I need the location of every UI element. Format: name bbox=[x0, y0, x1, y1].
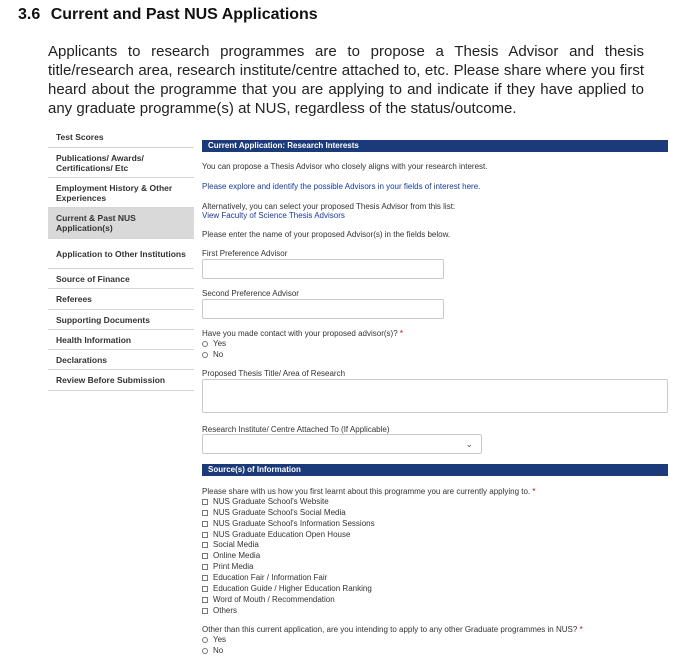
option-label: NUS Graduate Education Open House bbox=[213, 530, 351, 539]
checkbox-icon bbox=[202, 586, 208, 592]
sidebar-item-source-of-finance[interactable] bbox=[48, 269, 194, 289]
option-label: Yes bbox=[213, 635, 227, 644]
source-option-online-media[interactable] bbox=[202, 551, 260, 561]
sources-question-text: Please share with us how you first learnt about this programme you are currently applying to. bbox=[202, 487, 531, 496]
sidebar-item-publications[interactable] bbox=[48, 148, 194, 178]
other-programmes-question bbox=[202, 625, 583, 634]
option-label: NUS Graduate School's Website bbox=[213, 497, 329, 506]
research-interests-header: Current Application: Research Interests bbox=[202, 140, 668, 152]
source-option-open-house[interactable] bbox=[202, 530, 350, 540]
option-label: NUS Graduate School's Social Media bbox=[213, 508, 346, 517]
sidebar-item-label: Application to Other Institutions bbox=[56, 248, 186, 259]
sidebar-item-label: Employment History & Other Experiences bbox=[56, 182, 173, 203]
sidebar-item-other-institutions[interactable] bbox=[48, 239, 194, 269]
radio-icon bbox=[202, 352, 208, 358]
checkbox-icon bbox=[202, 564, 208, 570]
option-label: No bbox=[213, 646, 224, 655]
radio-icon bbox=[202, 648, 208, 654]
checkbox-icon bbox=[202, 597, 208, 603]
sidebar-item-declarations[interactable] bbox=[48, 350, 194, 370]
option-label: Online Media bbox=[213, 551, 261, 560]
other-programmes-question-text: Other than this current application, are you intending to apply to any other Graduate programmes in NUS? bbox=[202, 625, 578, 634]
sources-header: Source(s) of Information bbox=[202, 464, 668, 476]
source-option-others[interactable] bbox=[202, 606, 237, 616]
source-option-gs-social-media[interactable] bbox=[202, 508, 346, 518]
sidebar-item-label: Publications/ Awards/ Certifications/ Etc bbox=[56, 152, 144, 173]
thesis-title-label: Proposed Thesis Title/ Area of Research bbox=[202, 369, 346, 378]
source-option-social-media[interactable] bbox=[202, 540, 259, 550]
option-label: Word of Mouth / Recommendation bbox=[213, 595, 335, 604]
required-mark: * bbox=[399, 329, 404, 338]
advisor-intro-text: You can propose a Thesis Advisor who closely aligns with your research interest. bbox=[202, 162, 488, 171]
sidebar-nav bbox=[48, 132, 194, 391]
thesis-title-textarea[interactable] bbox=[202, 379, 668, 413]
second-advisor-input[interactable] bbox=[202, 299, 444, 319]
checkbox-icon bbox=[202, 521, 208, 527]
advisor-instructions-text: Please enter the name of your proposed Advisor(s) in the fields below. bbox=[202, 230, 451, 239]
sidebar-item-label: Health Information bbox=[56, 334, 132, 345]
option-label: Yes bbox=[213, 339, 227, 348]
checkbox-icon bbox=[202, 499, 208, 505]
sidebar-item-label: Declarations bbox=[56, 354, 108, 365]
sidebar-item-employment[interactable] bbox=[48, 178, 194, 208]
sidebar-item-review[interactable] bbox=[48, 370, 194, 391]
sidebar-item-label: Referees bbox=[56, 294, 92, 304]
option-label: No bbox=[213, 350, 224, 359]
contact-option-yes[interactable] bbox=[202, 339, 226, 349]
checkbox-icon bbox=[202, 608, 208, 614]
sidebar-item-label: Review Before Submission bbox=[56, 375, 166, 385]
source-option-word-of-mouth[interactable] bbox=[202, 595, 335, 605]
sidebar-item-label: Test Scores bbox=[56, 132, 104, 142]
checkbox-icon bbox=[202, 553, 208, 559]
view-advisors-link[interactable]: View Faculty of Science Thesis Advisors bbox=[202, 211, 345, 220]
radio-icon bbox=[202, 341, 208, 347]
checkbox-icon bbox=[202, 532, 208, 538]
required-mark: * bbox=[532, 487, 536, 496]
radio-icon bbox=[202, 637, 208, 643]
option-label: Social Media bbox=[213, 540, 259, 549]
source-option-education-guide[interactable] bbox=[202, 584, 372, 594]
option-label: Education Guide / Higher Education Ranking bbox=[213, 584, 372, 593]
option-label: Education Fair / Information Fair bbox=[213, 573, 328, 582]
sidebar-item-supporting-documents[interactable] bbox=[48, 310, 194, 330]
sidebar-item-label: Source of Finance bbox=[56, 273, 130, 284]
sidebar-item-label: Supporting Documents bbox=[56, 314, 150, 325]
sources-question bbox=[202, 487, 536, 496]
option-label: Print Media bbox=[213, 562, 254, 571]
option-label: Others bbox=[213, 606, 238, 615]
checkbox-icon bbox=[202, 510, 208, 516]
sidebar-item-health-information[interactable] bbox=[48, 330, 194, 350]
contact-option-no[interactable] bbox=[202, 350, 223, 360]
sidebar-item-referees[interactable] bbox=[48, 289, 194, 310]
chevron-down-icon: ⌄ bbox=[465, 439, 473, 449]
other-programmes-option-no[interactable] bbox=[202, 646, 223, 656]
required-mark: * bbox=[579, 625, 583, 634]
source-option-website[interactable] bbox=[202, 497, 329, 507]
second-advisor-label: Second Preference Advisor bbox=[202, 289, 299, 298]
option-label: NUS Graduate School's Information Sessions bbox=[213, 519, 375, 528]
source-option-info-sessions[interactable] bbox=[202, 519, 375, 529]
explore-advisors-link[interactable]: Please explore and identify the possible Advisors in your fields of interest here. bbox=[202, 182, 481, 191]
source-option-print-media[interactable] bbox=[202, 562, 253, 572]
checkbox-icon bbox=[202, 575, 208, 581]
sidebar-item-current-past-nus[interactable] bbox=[48, 208, 194, 239]
section-intro: Applicants to research programmes are to propose a Thesis Advisor and thesis title/research area, research institute/centre attached to, etc. Please share where you first heard about the programme that you are applying to and indicate if they have applied to any graduate programme(s) at NUS, regardless of the status/outcome. bbox=[48, 43, 644, 117]
other-programmes-option-yes[interactable] bbox=[202, 635, 226, 645]
checkbox-icon bbox=[202, 542, 208, 548]
contact-question-text: Have you made contact with your proposed advisor(s)? bbox=[202, 329, 398, 338]
source-option-education-fair[interactable] bbox=[202, 573, 327, 583]
first-advisor-input[interactable] bbox=[202, 259, 444, 279]
section-heading bbox=[18, 6, 318, 24]
first-advisor-label: First Preference Advisor bbox=[202, 249, 288, 258]
explore-advisors-text bbox=[202, 182, 480, 191]
section-number: 3.6 bbox=[18, 6, 41, 23]
sidebar-item-test-scores[interactable] bbox=[48, 132, 194, 148]
section-title: Current and Past NUS Applications bbox=[50, 6, 318, 23]
institute-select[interactable] bbox=[202, 434, 482, 454]
institute-label: Research Institute/ Centre Attached To (If Applicable) bbox=[202, 425, 390, 434]
contact-question bbox=[202, 329, 403, 338]
sidebar-item-label: Current & Past NUS Application(s) bbox=[56, 213, 136, 233]
advisor-list-text: Alternatively, you can select your proposed Thesis Advisor from this list: bbox=[202, 202, 456, 211]
